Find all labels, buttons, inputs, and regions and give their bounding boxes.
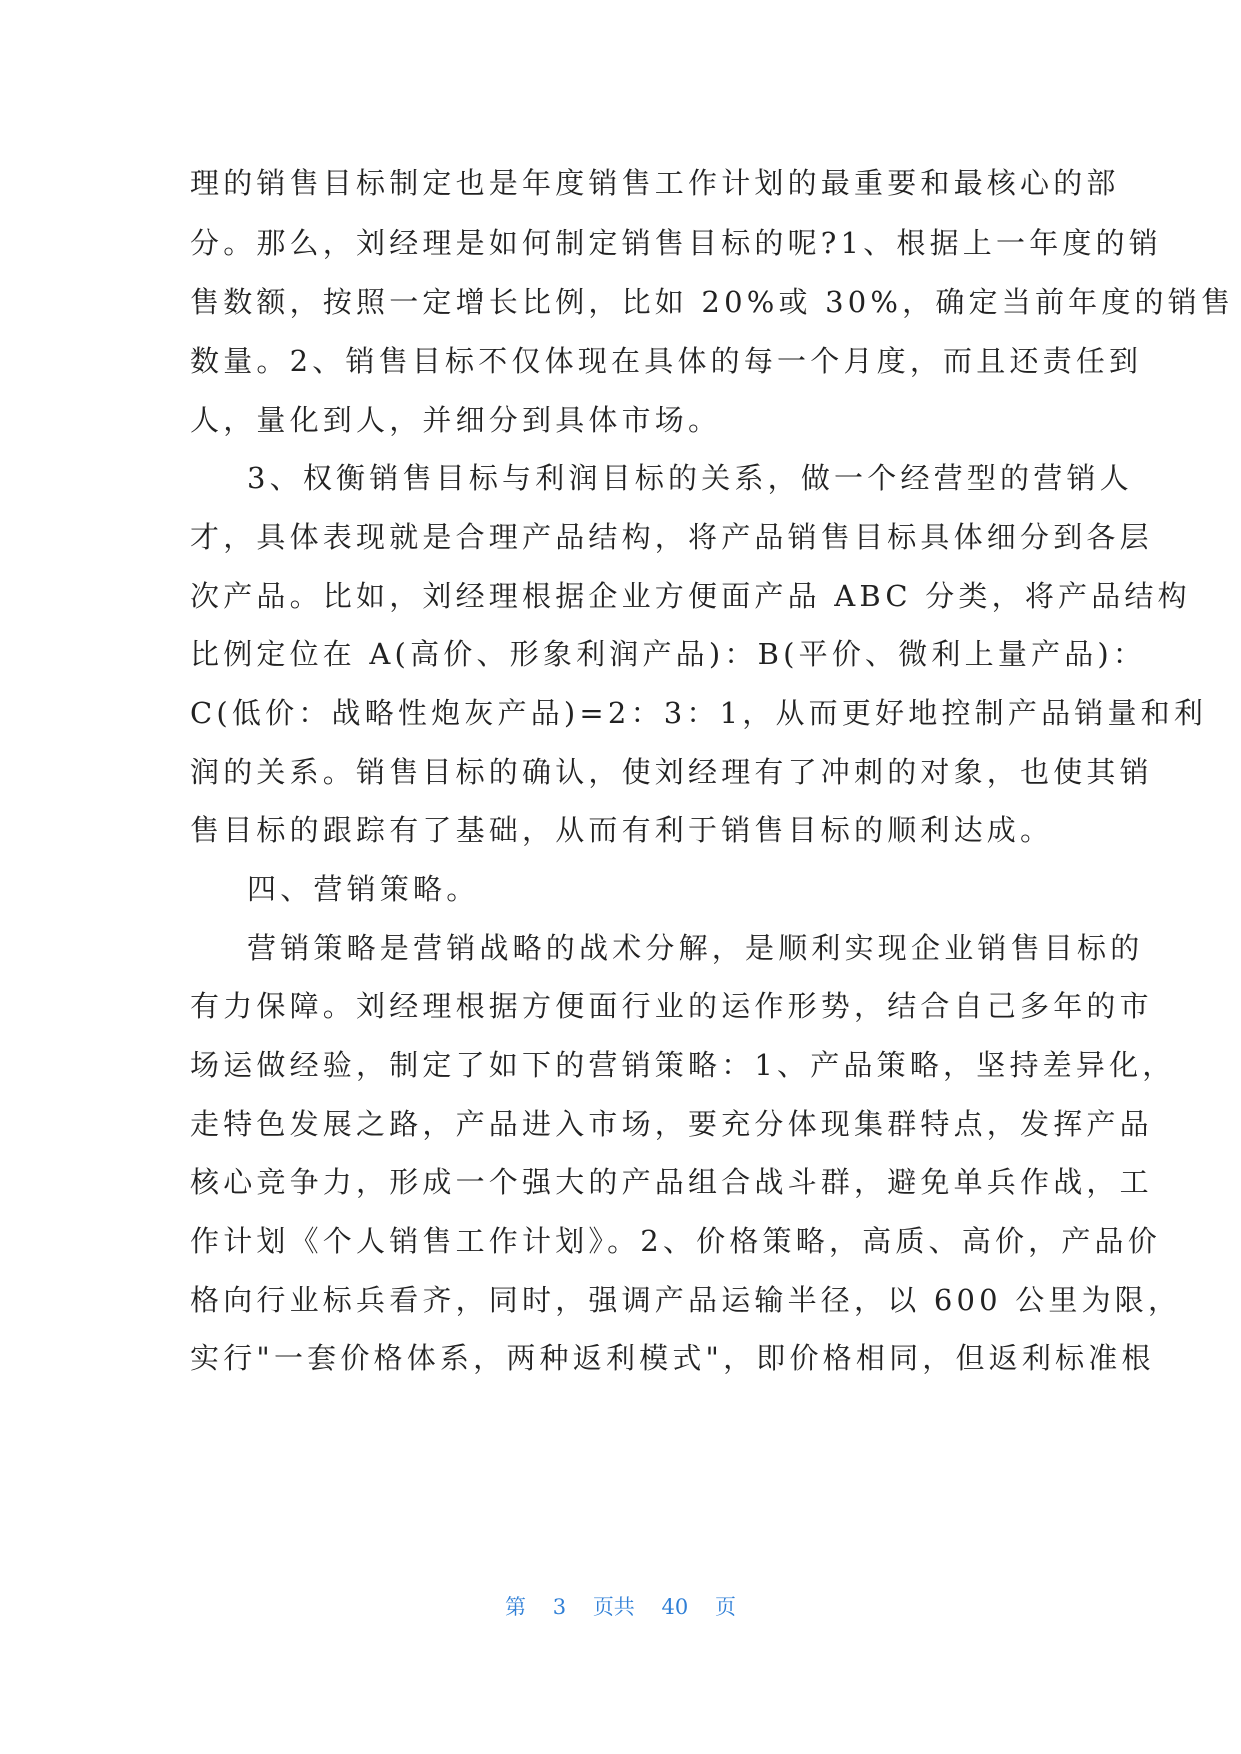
body-text-line: 次产品。比如，刘经理根据企业方便面产品 ABC 分类，将产品结构: [190, 579, 1191, 613]
body-text-line: 售数额，按照一定增长比例，比如 20%或 30%，确定当前年度的销售: [190, 285, 1235, 319]
body-text-line: 人，量化到人，并细分到具体市场。: [190, 403, 722, 437]
body-text-line: 分。那么，刘经理是如何制定销售目标的呢?1、根据上一年度的销: [190, 226, 1162, 260]
footer-prefix: 第: [505, 1595, 527, 1619]
body-text-line: 数量。2、销售目标不仅体现在具体的每一个月度，而且还责任到: [190, 344, 1143, 378]
body-text-line: 比例定位在 A(高价、形象利润产品)：B(平价、微利上量产品)：: [190, 637, 1147, 671]
body-text-line: 格向行业标兵看齐，同时，强调产品运输半径，以 600 公里为限，: [190, 1283, 1182, 1317]
body-text-line: 场运做经验，制定了如下的营销策略：1、产品策略，坚持差异化，: [190, 1048, 1176, 1082]
body-text-line: 营销策略是营销战略的战术分解，是顺利实现企业销售目标的: [247, 931, 1144, 965]
footer-middle: 页共: [592, 1595, 635, 1619]
body-text-line: 润的关系。销售目标的确认，使刘经理有了冲刺的对象，也使其销: [190, 755, 1153, 789]
body-text-line: 有力保障。刘经理根据方便面行业的运作形势，结合自己多年的市: [190, 989, 1153, 1023]
body-text-line: 售目标的跟踪有了基础，从而有利于销售目标的顺利达成。: [190, 813, 1054, 847]
total-pages-number: 40: [661, 1595, 689, 1619]
body-text-line: 才，具体表现就是合理产品结构，将产品销售目标具体细分到各层: [190, 520, 1153, 554]
current-page-number: 3: [552, 1595, 567, 1619]
body-text-line: 实行"一套价格体系，两种返利模式"，即价格相同，但返利标准根: [190, 1341, 1155, 1375]
footer-suffix: 页: [714, 1595, 736, 1619]
body-text-line: 3、权衡销售目标与利润目标的关系，做一个经营型的营销人: [247, 461, 1133, 495]
body-text-line: 理的销售目标制定也是年度销售工作计划的最重要和最核心的部: [190, 166, 1120, 200]
section-heading: 四、营销策略。: [247, 872, 480, 906]
page-number-footer: [0, 1592, 1241, 1622]
body-text-line: 核心竞争力，形成一个强大的产品组合战斗群，避免单兵作战，工: [190, 1165, 1153, 1199]
body-text-line: C(低价：战略性炮灰产品)=2：3：1，从而更好地控制产品销量和利: [190, 696, 1208, 730]
body-text-line: 走特色发展之路，产品进入市场，要充分体现集群特点，发挥产品: [190, 1107, 1153, 1141]
body-text-line: 作计划《个人销售工作计划》。2、价格策略，高质、高价，产品价: [190, 1224, 1161, 1258]
